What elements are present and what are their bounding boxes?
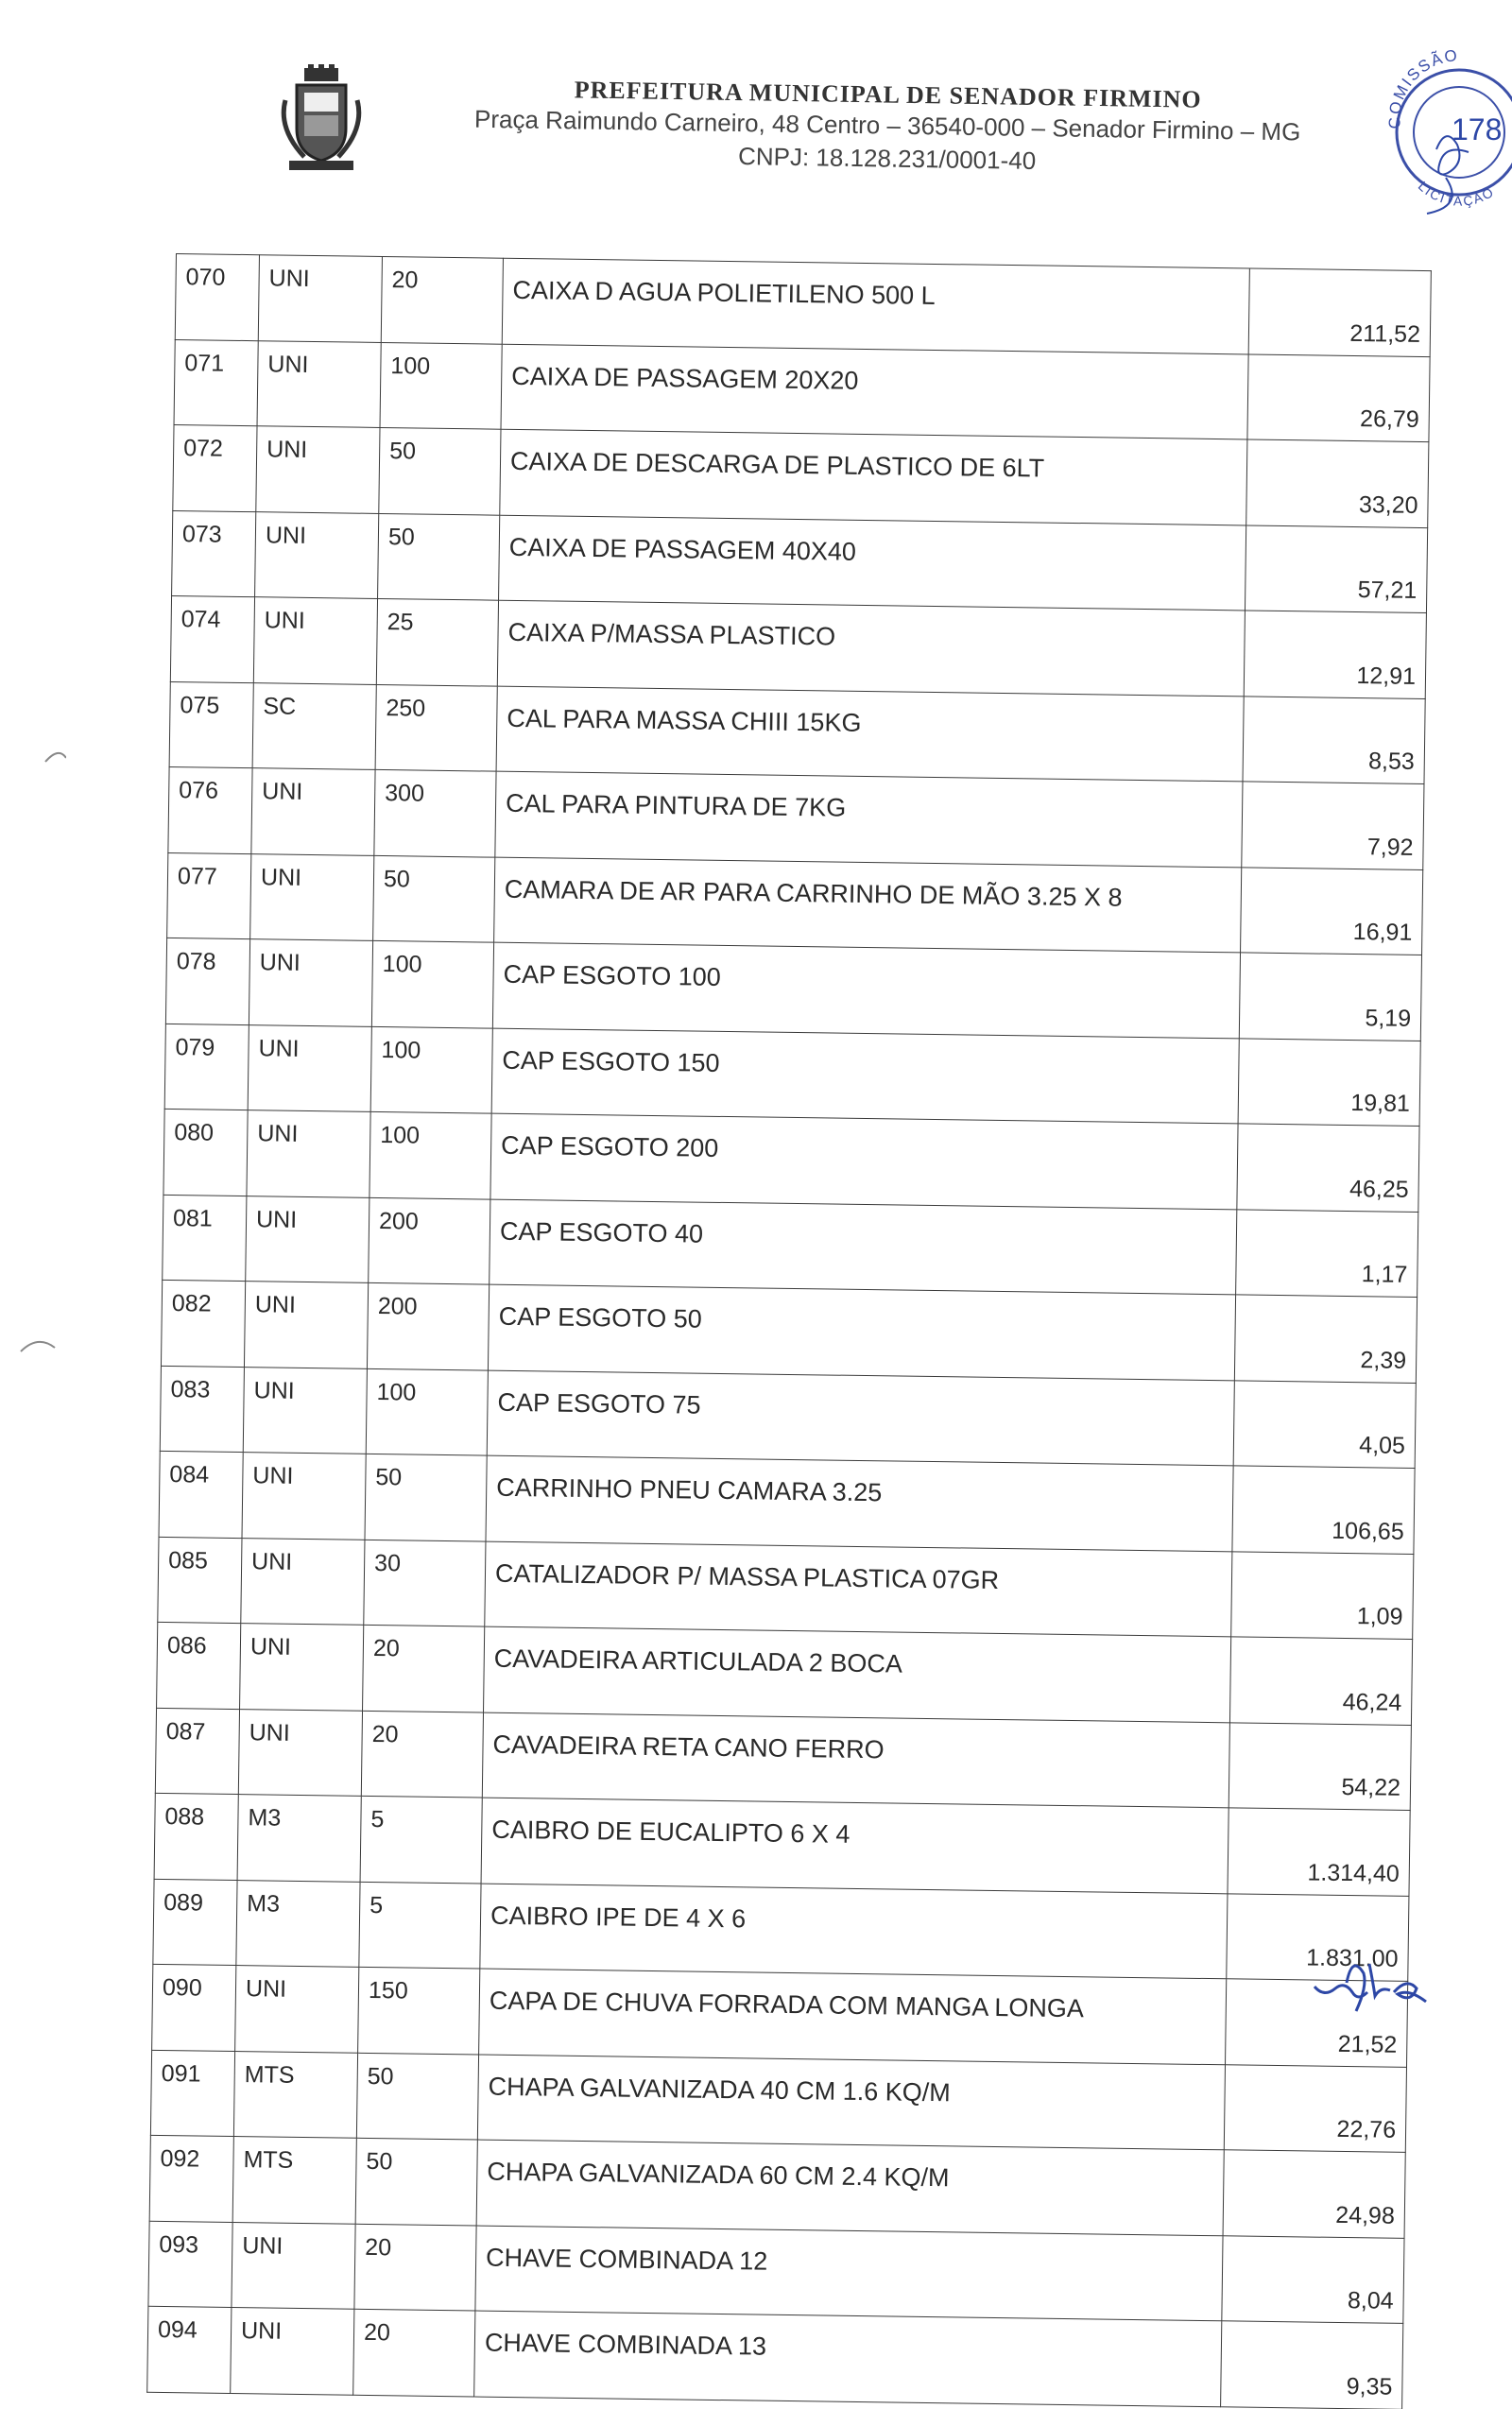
handwritten-signature	[1309, 1954, 1441, 2021]
description-cell: CAP ESGOTO 75	[487, 1370, 1234, 1466]
description-cell: CAP ESGOTO 100	[492, 942, 1240, 1038]
description-cell: CAL PARA MASSA CHIII 15KG	[496, 686, 1244, 782]
unit-cell: M3	[236, 1880, 360, 1967]
unit-cell: MTS	[233, 2051, 357, 2138]
quantity-cell: 50	[365, 1454, 487, 1540]
margin-punch-mark	[0, 1334, 66, 1353]
description-cell: CHAPA GALVANIZADA 60 CM 2.4 KQ/M	[476, 2140, 1224, 2235]
description-cell: CAVADEIRA RETA CANO FERRO	[482, 1712, 1229, 1808]
unit-cell: MTS	[232, 2137, 356, 2224]
quantity-cell: 100	[370, 1026, 492, 1113]
description-cell: CAIBRO IPE DE 4 X 6	[480, 1884, 1228, 1979]
quantity-cell: 100	[366, 1368, 488, 1455]
unit-cell: UNI	[247, 1110, 370, 1197]
item-number: 084	[159, 1451, 243, 1538]
item-number: 075	[169, 681, 253, 768]
margin-punch-mark	[0, 747, 66, 766]
unit-cell: UNI	[246, 1196, 369, 1282]
unit-price-cell: 1,17	[1236, 1209, 1418, 1297]
description-cell: CAP ESGOTO 150	[491, 1028, 1239, 1124]
table-row	[147, 2306, 1403, 2409]
quantity-cell: 100	[371, 940, 493, 1027]
unit-price-cell: 19,81	[1238, 1038, 1420, 1126]
unit-price-cell: 1.314,40	[1228, 1808, 1410, 1896]
quantity-cell: 200	[367, 1282, 489, 1369]
quantity-cell: 200	[369, 1197, 490, 1284]
unit-price-cell: 5,19	[1239, 953, 1421, 1041]
item-number: 081	[163, 1195, 247, 1282]
commission-stamp	[1380, 45, 1512, 225]
unit-cell: UNI	[250, 853, 374, 940]
unit-cell: UNI	[240, 1624, 364, 1711]
quantity-cell: 100	[380, 342, 502, 429]
description-cell: CAVADEIRA ARTICULADA 2 BOCA	[484, 1626, 1231, 1722]
unit-cell: M3	[237, 1795, 361, 1882]
quantity-cell: 25	[376, 598, 498, 685]
quantity-cell: 5	[359, 1882, 481, 1969]
description-cell: CAMARA DE AR PARA CARRINHO DE MÃO 3.25 X 8	[494, 857, 1242, 953]
item-number: 082	[161, 1280, 245, 1367]
unit-cell: UNI	[243, 1367, 367, 1454]
unit-price-cell: 8,53	[1243, 696, 1425, 783]
unit-price-cell: 12,91	[1244, 611, 1426, 698]
unit-cell: UNI	[231, 2308, 354, 2395]
quantity-cell: 5	[360, 1796, 482, 1883]
description-cell: CAIBRO DE EUCALIPTO 6 X 4	[481, 1798, 1228, 1893]
unit-price-cell: 33,20	[1246, 439, 1429, 527]
unit-price-cell: 211,52	[1248, 268, 1431, 356]
description-cell: CHAVE COMBINADA 12	[475, 2226, 1223, 2321]
unit-price-cell: 2,39	[1234, 1295, 1417, 1383]
price-table-container	[153, 253, 1431, 2400]
unit-cell: UNI	[244, 1282, 368, 1368]
unit-price-cell: 9,35	[1221, 2321, 1403, 2409]
quantity-cell: 20	[363, 1625, 485, 1712]
quantity-cell: 20	[353, 2309, 475, 2396]
description-cell: CAIXA DE DESCARGA DE PLASTICO DE 6LT	[500, 429, 1247, 525]
unit-cell: UNI	[255, 511, 379, 598]
quantity-cell: 50	[379, 427, 501, 514]
unit-price-cell: 57,21	[1245, 525, 1427, 612]
quantity-cell: 20	[381, 256, 503, 343]
quantity-cell: 50	[355, 2138, 477, 2225]
unit-cell: UNI	[251, 768, 375, 855]
unit-cell: UNI	[242, 1453, 366, 1540]
unit-cell: SC	[252, 682, 376, 769]
description-cell: CAPA DE CHUVA FORRADA COM MANGA LONGA	[479, 1969, 1227, 2064]
description-cell: CHAPA GALVANIZADA 40 CM 1.6 KQ/M	[477, 2055, 1225, 2150]
unit-price-cell: 1.831.00	[1227, 1893, 1409, 1981]
quantity-cell: 300	[374, 769, 496, 856]
unit-price-cell: 54,22	[1228, 1722, 1411, 1810]
stamp-bottom-text: LICITAÇÃO	[1415, 178, 1498, 209]
item-number: 091	[150, 2050, 234, 2137]
unit-cell: UNI	[249, 939, 372, 1026]
description-cell: CAIXA DE PASSAGEM 20X20	[501, 344, 1248, 439]
unit-cell: UNI	[238, 1709, 362, 1796]
unit-price-cell: 22,76	[1224, 2064, 1406, 2152]
unit-cell: UNI	[253, 597, 377, 684]
letterhead	[433, 74, 1341, 181]
unit-price-cell: 24,98	[1223, 2150, 1405, 2238]
unit-cell: UNI	[232, 2222, 355, 2309]
item-number: 071	[174, 339, 258, 426]
description-cell: CAIXA DE PASSAGEM 40X40	[499, 515, 1246, 611]
item-number: 090	[152, 1964, 236, 2051]
municipality-cnpj: CNPJ: 18.128.231/0001-40	[737, 142, 1037, 176]
quantity-cell: 50	[378, 513, 500, 600]
quantity-cell: 20	[354, 2224, 476, 2311]
quantity-cell: 50	[373, 855, 495, 942]
item-number: 079	[164, 1024, 249, 1110]
stamp-number: 178	[1452, 112, 1503, 146]
unit-cell: UNI	[256, 426, 380, 513]
item-number: 072	[173, 424, 257, 511]
unit-cell: UNI	[248, 1024, 371, 1111]
item-number: 085	[158, 1537, 242, 1624]
unit-price-cell: 7,92	[1242, 782, 1424, 869]
unit-price-cell: 1,09	[1231, 1551, 1414, 1639]
unit-price-cell: 4,05	[1233, 1380, 1416, 1468]
item-number: 077	[167, 852, 251, 939]
item-number: 070	[175, 254, 259, 341]
item-number: 087	[155, 1708, 239, 1795]
unit-cell: UNI	[257, 340, 381, 427]
description-cell: CAL PARA PINTURA DE 7KG	[495, 771, 1243, 867]
item-number: 086	[157, 1622, 241, 1709]
municipality-title: PREFEITURA MUNICIPAL DE SENADOR FIRMINO	[574, 76, 1202, 113]
quantity-cell: 250	[375, 684, 497, 771]
unit-price-cell: 8,04	[1222, 2235, 1404, 2323]
municipality-address: Praça Raimundo Carneiro, 48 Centro – 36540-000 – Senador Firmino – MG	[473, 104, 1301, 146]
unit-cell: UNI	[235, 1966, 359, 2053]
description-cell: CAIXA D AGUA POLIETILENO 500 L	[502, 258, 1249, 353]
description-cell: CAIXA P/MASSA PLASTICO	[497, 600, 1245, 696]
description-cell: CARRINHO PNEU CAMARA 3.25	[486, 1455, 1233, 1551]
unit-price-cell: 46,24	[1229, 1637, 1412, 1725]
unit-price-cell: 26,79	[1247, 353, 1430, 441]
unit-price-cell: 16,91	[1241, 867, 1423, 955]
item-number: 076	[168, 766, 252, 853]
unit-price-cell: 46,25	[1237, 1124, 1419, 1212]
item-number: 092	[149, 2135, 233, 2222]
municipal-crest-logo	[276, 62, 367, 176]
description-cell: CAP ESGOTO 50	[488, 1284, 1235, 1380]
item-number: 074	[170, 595, 254, 682]
item-number: 078	[165, 938, 249, 1024]
item-number: 094	[147, 2306, 232, 2393]
unit-price-cell: 21,52	[1226, 1979, 1408, 2067]
unit-price-cell: 106,65	[1232, 1466, 1415, 1554]
item-number: 073	[172, 510, 256, 597]
quantity-cell: 50	[356, 2053, 478, 2140]
item-number: 089	[153, 1879, 237, 1966]
price-table	[146, 253, 1432, 2409]
quantity-cell: 20	[361, 1711, 483, 1798]
quantity-cell: 100	[369, 1111, 491, 1198]
svg-text:LICITAÇÃO	[1416, 178, 1498, 208]
quantity-cell: 150	[358, 1967, 480, 2054]
description-cell: CATALIZADOR P/ MASSA PLASTICA 07GR	[485, 1541, 1232, 1637]
description-cell: CAP ESGOTO 40	[490, 1199, 1237, 1295]
stamp-top-text: COMISSÃO	[1385, 45, 1460, 129]
item-number: 083	[160, 1366, 244, 1453]
unit-cell: UNI	[241, 1538, 365, 1625]
unit-cell: UNI	[258, 255, 382, 342]
description-cell: CAP ESGOTO 200	[490, 1113, 1238, 1209]
item-number: 080	[163, 1109, 248, 1196]
quantity-cell: 30	[364, 1540, 486, 1626]
description-cell: CHAVE COMBINADA 13	[474, 2311, 1222, 2406]
item-number: 093	[148, 2221, 232, 2308]
item-number: 088	[154, 1793, 238, 1880]
